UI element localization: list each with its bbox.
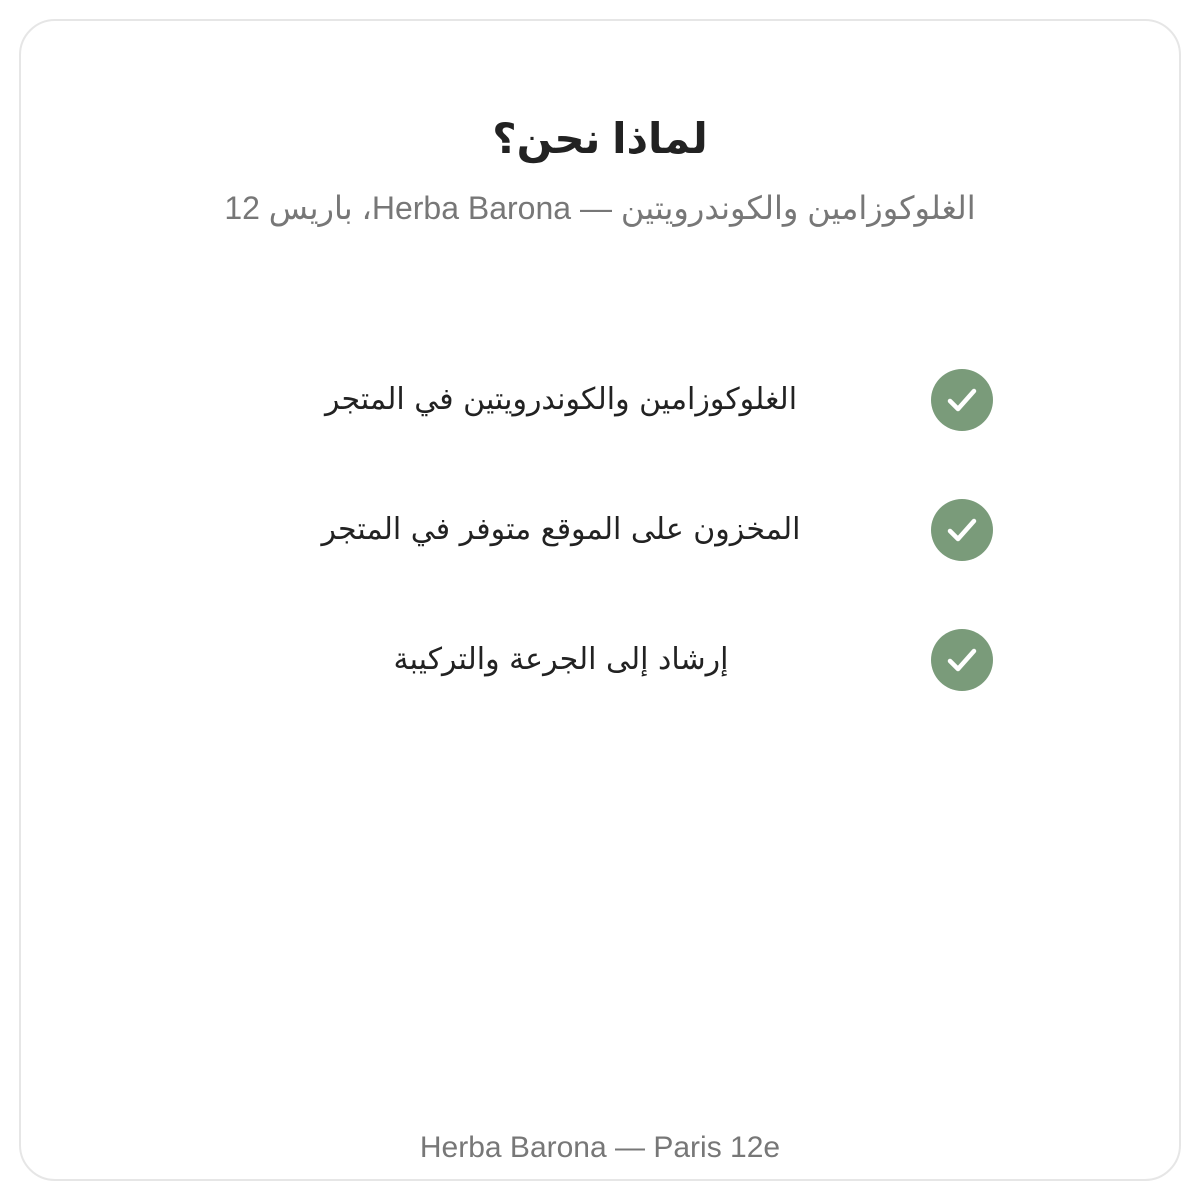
feature-label: المخزون على الموقع متوفر في المتجر (321, 512, 801, 547)
feature-item (21, 629, 1179, 691)
feature-item (21, 369, 1179, 431)
why-us-card (19, 19, 1181, 1181)
page-title: لماذا نحن؟ (492, 115, 708, 162)
feature-label: الغلوكوزامين والكوندرويتين في المتجر (324, 382, 798, 417)
check-circle-icon (931, 369, 993, 431)
feature-label: إرشاد إلى الجرعة والتركيبة (393, 642, 729, 677)
footer-text: Herba Barona — Paris 12e (419, 1131, 781, 1164)
feature-item (21, 499, 1179, 561)
check-circle-icon (931, 499, 993, 561)
check-circle-icon (931, 629, 993, 691)
page-subtitle: الغلوكوزامين والكوندرويتين — Herba Barona، باريس 12 (224, 190, 976, 226)
